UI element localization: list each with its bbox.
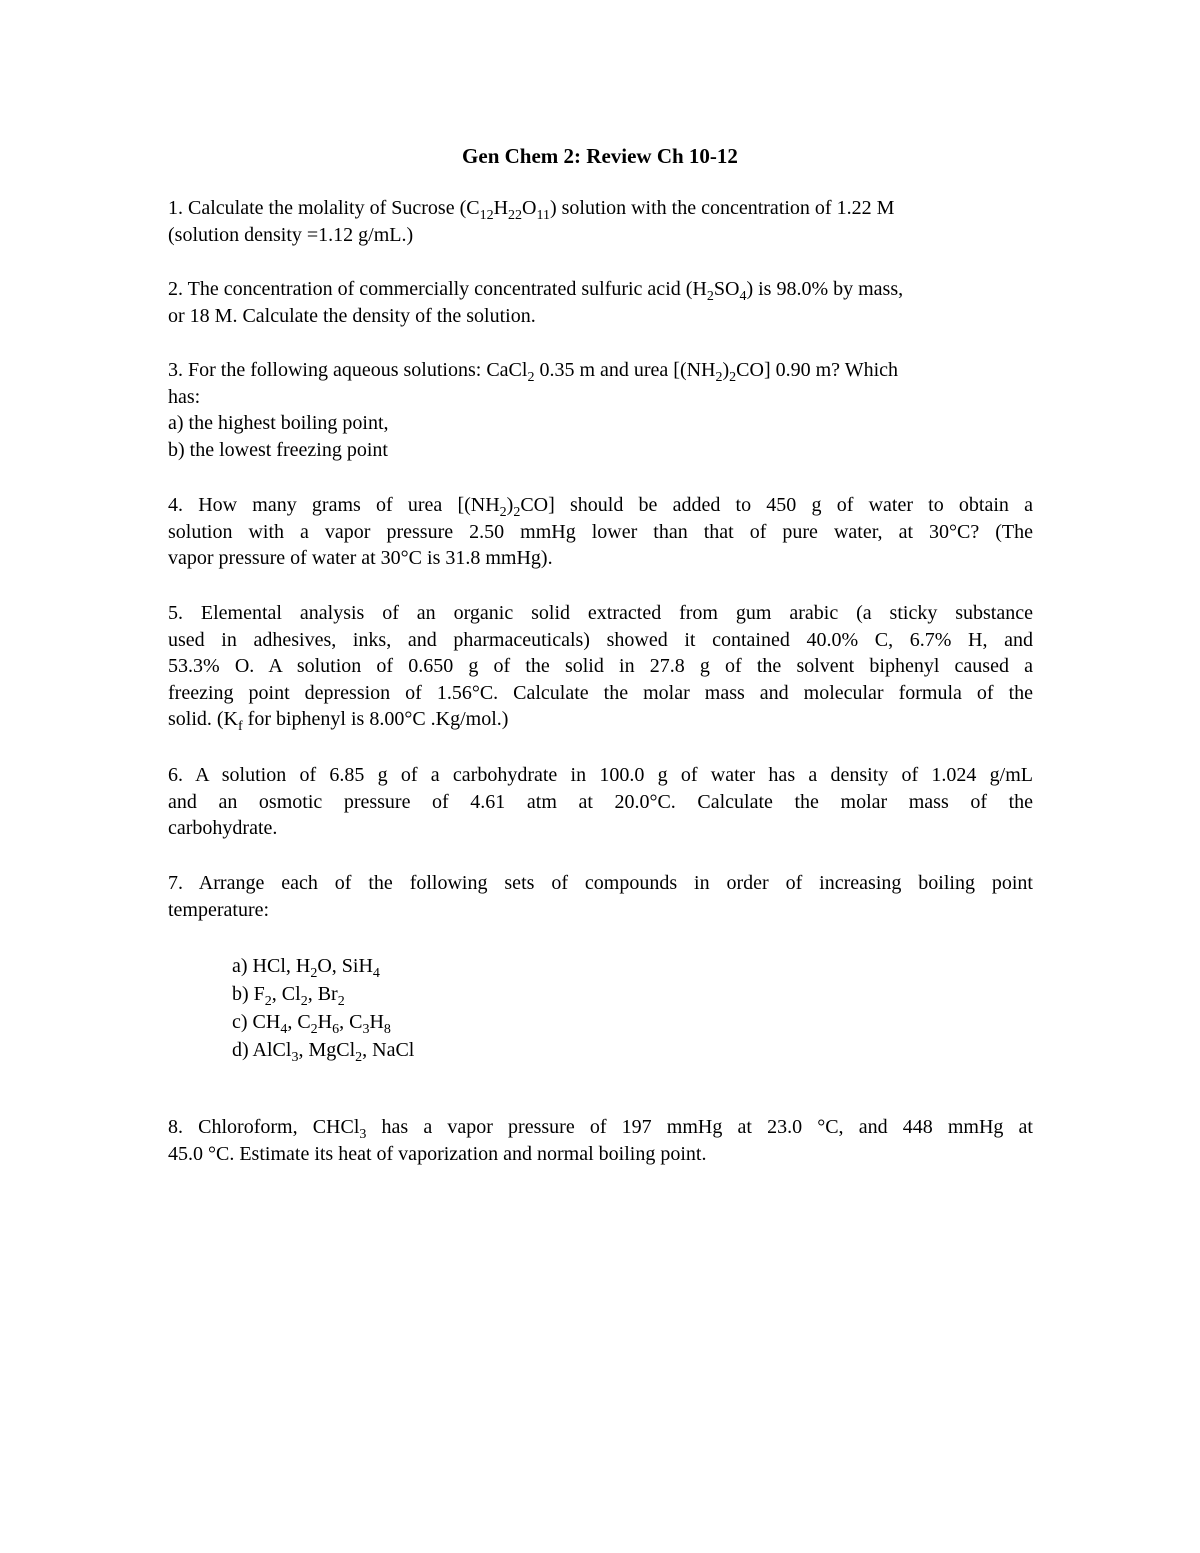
- question-5-line-2: used in adhesives, inks, and pharmaceuticals) showed it contained 40.0% C, 6.7% H, and: [168, 628, 1033, 651]
- question-1-line-1: 1. Calculate the molality of Sucrose $(C_{12}H_{22}O_{11})$ solution with the concentration of 1.22 M: [168, 197, 895, 223]
- question-8-line-1: 8. Chloroform, CHCl$_3$ has a vapor pressure of 197 mmHg at 23.0 °C, and 448 mmHg at: [168, 1116, 1033, 1142]
- question-7-compound-list: [232, 952, 414, 1064]
- question-8: [168, 1114, 1033, 1167]
- question-3-line-1: 3. For the following aqueous solutions: CaCl$_2$ 0.35 m and urea $[(NH_2)_2CO]$ 0.90 m? Which: [168, 359, 898, 385]
- question-4-line-3: vapor pressure of water at 30°C is 31.8 mmHg).: [168, 547, 553, 569]
- question-7-line-1: 7. Arrange each of the following sets of compounds in order of increasing boiling point: [168, 872, 1033, 894]
- question-2-line-1: 2. The concentration of commercially concentrated sulfuric acid $(H_2SO_4)$ is 98.0% by mass,: [168, 278, 904, 304]
- question-6-line-1: 6. A solution of 6.85 g of a carbohydrate in 100.0 g of water has a density of 1.024 g/mL: [168, 764, 1033, 786]
- question-7-set-a: a) HCl, $H_2O$, SiH$_4$: [232, 955, 380, 981]
- question-1-line-2: (solution density =1.12 g/mL.): [168, 223, 414, 246]
- question-6: [168, 762, 1033, 842]
- question-2-line-2: or 18 M. Calculate the density of the solution.: [168, 304, 536, 327]
- question-5-line-3: 53.3% O. A solution of 0.650 g of the solid in 27.8 g of the solvent biphenyl caused a: [168, 655, 1033, 677]
- question-7: [168, 870, 1033, 923]
- question-4: [168, 492, 1033, 572]
- question-6-line-2: and an osmotic pressure of 4.61 atm at 20.0°C. Calculate the molar mass of the: [168, 790, 1033, 813]
- question-7-set-c: c) $CH_4$, $C_2H_6$, $C_3H_8$: [232, 1011, 391, 1037]
- question-8-line-2: 45.0 °C. Estimate its heat of vaporization and normal boiling point.: [168, 1142, 707, 1165]
- question-3-part-b: b) the lowest freezing point: [168, 438, 388, 461]
- question-7-set-d: d) AlCl$_3$, MgCl$_2$, NaCl: [232, 1039, 415, 1065]
- question-6-line-3: carbohydrate.: [168, 817, 278, 839]
- question-3-line-2: has:: [168, 385, 201, 408]
- question-3-part-a: a) the highest boiling point,: [168, 412, 389, 434]
- question-7-set-b: b) $F_2$, $Cl_2$, $Br_2$: [232, 983, 345, 1009]
- page-title: Gen Chem 2: Review Ch 10-12: [462, 144, 738, 168]
- question-7-line-2: temperature:: [168, 898, 270, 921]
- question-4-line-1: 4. How many grams of urea $[(NH_2)_2CO]$ should be added to 450 g of water to obtain a: [168, 494, 1033, 520]
- question-5-line-1: 5. Elemental analysis of an organic solid extracted from gum arabic (a sticky substance: [168, 602, 1033, 624]
- question-1: [168, 195, 1033, 248]
- question-4-line-2: solution with a vapor pressure 2.50 mmHg lower than that of pure water, at 30°C? (The: [168, 520, 1033, 543]
- question-5-line-4: freezing point depression of 1.56°C. Calculate the molar mass and molecular formula of the: [168, 681, 1033, 704]
- question-2: [168, 276, 1033, 329]
- question-5: [168, 600, 1033, 733]
- question-5-line-5: solid. ($K_f$ for biphenyl is 8.00°C .Kg/mol.): [168, 708, 509, 734]
- question-3: [168, 357, 1033, 463]
